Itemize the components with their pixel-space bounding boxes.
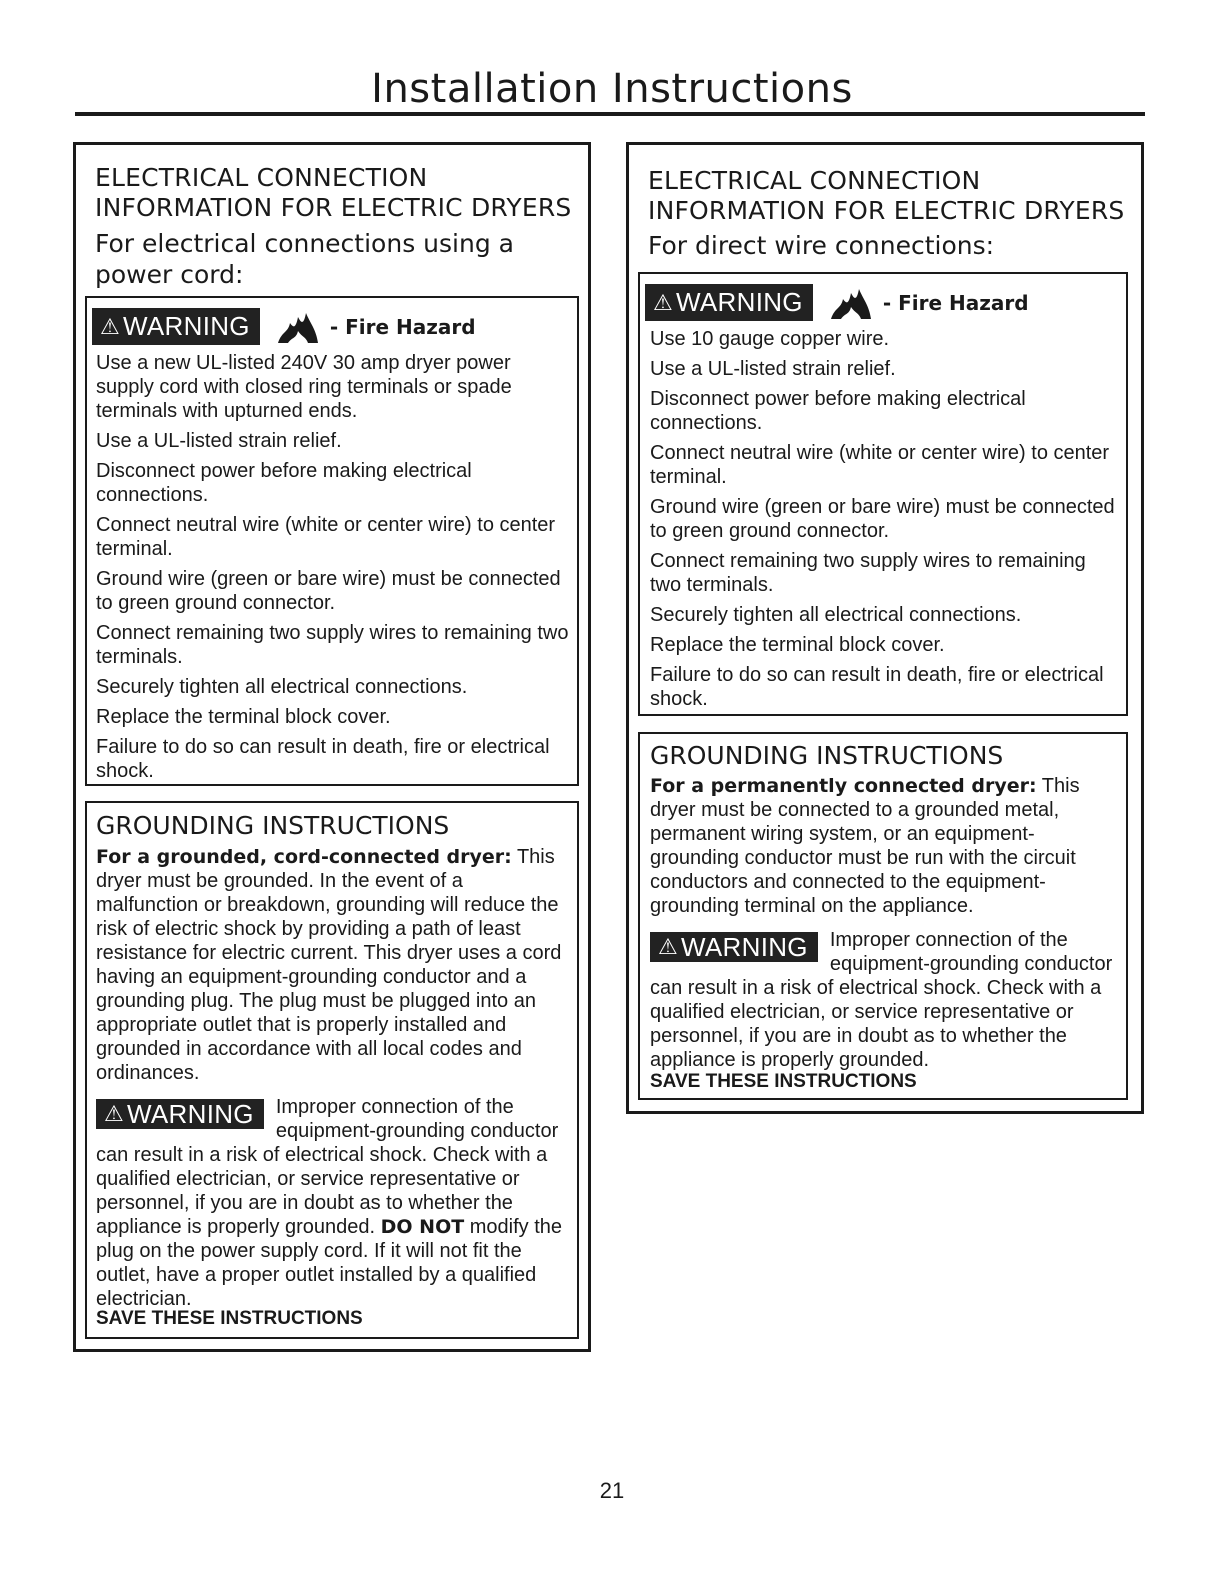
grounding-warning-text-b: modify the plug on the power supply cord. If it will not fit the outlet, have a proper outlet installed by a qualified electrician. <box>96 1216 563 1310</box>
list-item: Ground wire (green or bare wire) must be connected to green ground connector. <box>650 496 1115 542</box>
left-heading-line2: INFORMATION FOR ELECTRIC DRYERS <box>95 193 572 222</box>
list-item: Failure to do so can result in death, fire or electrical shock. <box>650 664 1104 710</box>
grounding-warning-text: Improper connection of the equipment-grounding conductor can result in a risk of electrical shock. Check with a qualified electrician, or service representative or personnel, if you are in doubt as to whether the appliance is properly grounded. <box>650 929 1113 1071</box>
grounding-body-text: This dryer must be grounded. In the event of a malfunction or breakdown, grounding will reduce the risk of electric shock by providing a path of least resistance for electric current. This dryer uses a cord having an equipment-grounding conductor and a grounding plug. The plug must be plugged into an appropriate outlet that is properly installed and grounded in accordance with all local codes and ordinances. <box>96 846 562 1084</box>
list-item: Ground wire (green or bare wire) must be connected to green ground connector. <box>96 568 561 614</box>
list-item: Disconnect power before making electrical connections. <box>650 388 1026 434</box>
left-heading-line1: ELECTRICAL CONNECTION <box>95 163 428 192</box>
fire-icon <box>827 285 875 321</box>
list-item: Use a new UL-listed 240V 30 amp dryer power supply cord with closed ring terminals or spade terminals with upturned ends. <box>96 352 512 422</box>
warning-badge: ⚠ WARNING <box>92 308 260 345</box>
list-item: Connect remaining two supply wires to remaining two terminals. <box>650 550 1086 596</box>
left-warning-row <box>92 308 476 345</box>
list-item: Use a UL-listed strain relief. <box>650 358 896 380</box>
warning-triangle-icon: ⚠ <box>100 313 121 339</box>
warning-badge: ⚠ WARNING <box>645 284 813 321</box>
grounding-lead: For a grounded, cord-connected dryer: <box>96 846 512 868</box>
right-grounding-heading: GROUNDING INSTRUCTIONS <box>650 741 1004 770</box>
page-number: 21 <box>599 1478 625 1503</box>
left-save-instructions: SAVE THESE INSTRUCTIONS <box>96 1308 363 1329</box>
list-item: Use 10 gauge copper wire. <box>650 328 890 350</box>
grounding-warning-text: Improper connection of the equipment-grounding conductor can result in a risk of electrical shock. Check with a qualified electrician, or service representative or personnel, if you are in doubt as to whether the appliance is properly grounded. <box>96 1096 559 1238</box>
fire-icon <box>274 309 322 345</box>
fire-hazard-label: - Fire Hazard <box>329 314 476 339</box>
right-warning-row <box>645 284 1029 321</box>
list-item: Connect neutral wire (white or center wire) to center terminal. <box>650 442 1110 488</box>
left-subheading: For electrical connections using a power cord: <box>95 229 514 289</box>
list-item: Securely tighten all electrical connections. <box>96 676 468 698</box>
list-item: Replace the terminal block cover. <box>96 706 391 728</box>
right-save-instructions: SAVE THESE INSTRUCTIONS <box>650 1071 917 1092</box>
grounding-lead: For a permanently connected dryer: <box>650 775 1037 797</box>
page-title: Installation Instructions <box>371 66 853 112</box>
list-item: Failure to do so can result in death, fire or electrical shock. <box>96 736 550 782</box>
title-rule <box>75 112 1145 116</box>
grounding-body-text: This dryer must be connected to a grounded metal, permanent wiring system, or an equipment-grounding conductor must be run with the circuit conductors and connected to the equipment-grounding terminal on the appliance. <box>650 775 1080 917</box>
left-grounding-heading: GROUNDING INSTRUCTIONS <box>96 811 450 840</box>
list-item: Connect remaining two supply wires to remaining two terminals. <box>96 622 569 668</box>
warning-triangle-icon: ⚠ <box>653 289 674 315</box>
warning-badge: ⚠ WARNING <box>650 932 818 962</box>
left-warning-list <box>96 351 572 789</box>
list-item: Use a UL-listed strain relief. <box>96 430 342 452</box>
fire-hazard-label: - Fire Hazard <box>882 290 1029 315</box>
right-heading-line1: ELECTRICAL CONNECTION <box>648 166 981 195</box>
list-item: Disconnect power before making electrical connections. <box>96 460 472 506</box>
list-item: Securely tighten all electrical connections. <box>650 604 1022 626</box>
right-grounding-body <box>650 774 1116 1072</box>
left-grounding-body <box>96 845 570 1311</box>
warning-triangle-icon: ⚠ <box>658 934 679 959</box>
right-subheading: For direct wire connections: <box>648 231 995 260</box>
warning-triangle-icon: ⚠ <box>104 1101 125 1126</box>
list-item: Connect neutral wire (white or center wire) to center terminal. <box>96 514 556 560</box>
right-heading-line2: INFORMATION FOR ELECTRIC DRYERS <box>648 196 1125 225</box>
do-not-label: DO NOT <box>380 1216 465 1238</box>
right-warning-list <box>650 327 1122 717</box>
warning-badge: ⚠ WARNING <box>96 1099 264 1129</box>
list-item: Replace the terminal block cover. <box>650 634 945 656</box>
